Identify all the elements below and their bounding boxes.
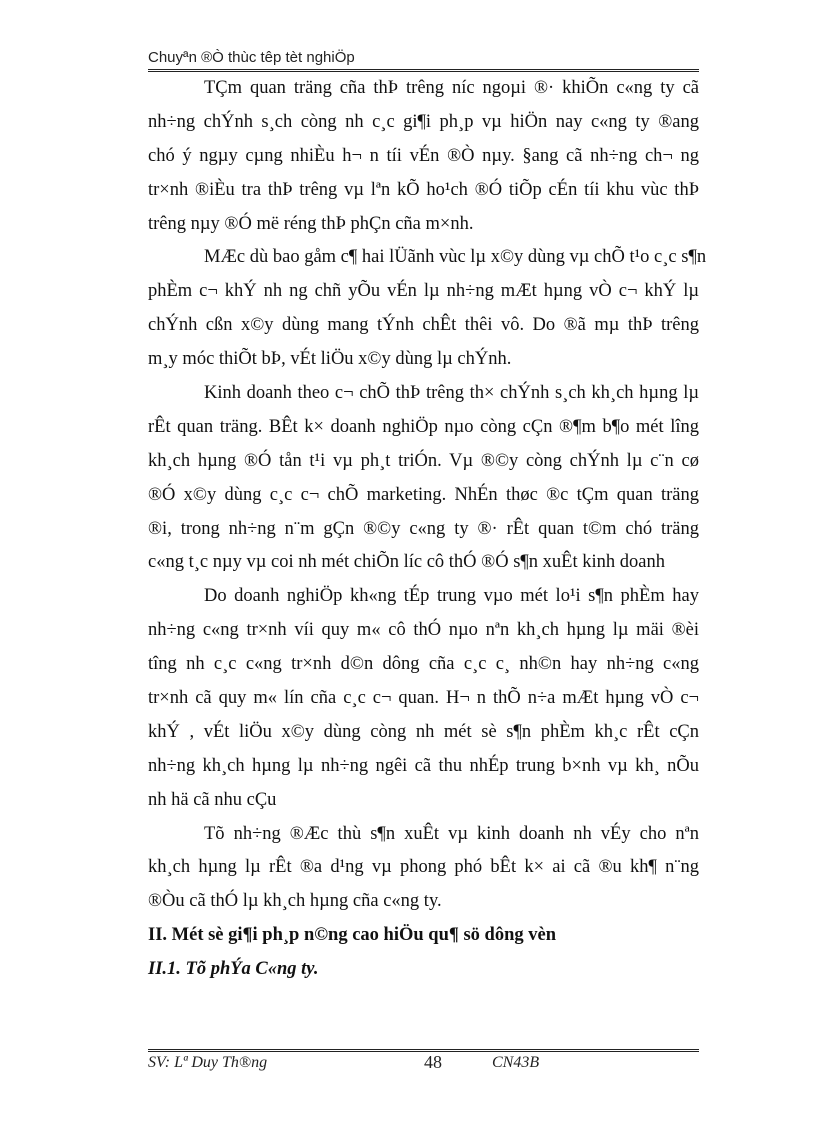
- paragraph-line: rÊt quan träng. BÊt k× doanh nghiÖp nµo còng cÇn ®¶m b¶o mét lîng: [148, 416, 699, 437]
- paragraph-line: tîng nh c¸c c«ng tr×nh d©n dông cña c¸c c¸ nh©n hay nh÷ng c«ng: [148, 654, 699, 675]
- paragraph-line: ®Ó x©y dùng c¸c c¬ chÕ marketing. NhÉn thøc ®c tÇm quan träng: [148, 484, 699, 505]
- paragraph-line: c«ng t¸c nµy vµ coi nh mét chiÕn líc cô thÓ ®Ó s¶n xuÊt kinh doanh: [148, 552, 665, 573]
- paragraph-line: TÇm quan träng cña thÞ trêng níc ngoµi ®· khiÕn c«ng ty cã: [204, 78, 699, 98]
- paragraph-line: m¸y móc thiÕt bÞ, vÉt liÖu x©y dùng lµ chÝnh.: [148, 349, 512, 370]
- section-heading: II. Mét sè gi¶i ph¸p n©ng cao hiÖu qu¶ sö dông vèn: [148, 925, 557, 946]
- paragraph-line: Kinh doanh theo c¬ chÕ thÞ trêng th× chÝnh s¸ch kh¸ch hµng lµ: [204, 383, 699, 404]
- paragraph-line: nh÷ng kh¸ch hµng lµ nh÷ng ngêi cã thu nhÉp trung b×nh vµ kh¸ nÕu: [148, 755, 699, 776]
- paragraph-line: nh÷ng chÝnh s¸ch còng nh c¸c gi¶i ph¸p vµ hiÖn nay c«ng ty ®ang: [148, 111, 699, 132]
- document-body: [148, 72, 707, 987]
- paragraph-line: phÈm c¬ khÝ nh ng chñ yÕu vÉn lµ nh÷ng mÆt hµng vÒ c¬ khÝ lµ: [148, 281, 699, 302]
- subsection-heading: II.1. Tõ phÝa C«ng ty.: [148, 959, 319, 980]
- paragraph-line: nh hä cã nhu cÇu: [148, 789, 277, 810]
- paragraph-line: Do doanh nghiÖp kh«ng tÉp trung vµo mét lo¹i s¶n phÈm hay: [204, 586, 699, 607]
- page-header-title: Chuyªn ®Ò thùc têp tèt nghiÖp: [148, 49, 355, 66]
- footer-author: SV: Lª Duy Th®ng: [148, 1054, 268, 1071]
- paragraph-line: tr×nh ®iÈu tra thÞ trêng vµ lªn kÕ ho¹ch ®Ó tiÕp cÉn tíi khu vùc thÞ: [148, 179, 699, 200]
- paragraph-line: MÆc dù bao gåm c¶ hai lÜãnh vùc lµ x©y dùng vµ chÕ t¹o c¸c s¶n: [204, 247, 707, 268]
- paragraph-line: nh÷ng c«ng tr×nh víi quy m« cô thÓ nµo nªn kh¸ch hµng lµ mäi ®èi: [148, 620, 699, 641]
- paragraph-line: chó ý ngµy cµng nhiÈu h¬ n tíi vÉn ®Ò nµy. §ang cã nh÷ng ch¬ ng: [148, 145, 699, 166]
- footer-class-code: CN43B: [492, 1054, 540, 1071]
- paragraph-line: trêng nµy ®Ó më réng thÞ phÇn cña m×nh.: [148, 213, 474, 234]
- paragraph-line: ®i, trong nh÷ng n¨m gÇn ®©y c«ng ty ®· rÊt quan t©m chó träng: [148, 518, 699, 539]
- page-number: 48: [424, 1052, 442, 1072]
- paragraph-line: tr×nh cã quy m« lín cña c¸c c¬ quan. H¬ n thÕ n÷a mÆt hµng vÒ c¬: [148, 688, 699, 709]
- paragraph-line: chÝnh cßn x©y dùng mang tÝnh chÊt thêi vô. Do ®ã mµ thÞ trêng: [148, 315, 699, 336]
- paragraph-line: kh¸ch hµng ®Ó tån t¹i vµ ph¸t triÓn. Vµ ®©y còng chÝnh lµ c¨n cø: [148, 450, 699, 471]
- paragraph-line: Tõ nh÷ng ®Æc thù s¶n xuÊt vµ kinh doanh nh vÉy cho nªn: [204, 823, 699, 844]
- paragraph-line: khÝ , vÉt liÖu x©y dùng còng nh mét sè s¶n phÈm kh¸c rÊt cÇn: [148, 721, 699, 742]
- paragraph-line: kh¸ch hµng lµ rÊt ®a d¹ng vµ phong phó bÊt k× ai cã ®u kh¶ n¨ng: [148, 857, 699, 878]
- paragraph-line: ®Òu cã thÓ lµ kh¸ch hµng cña c«ng ty.: [148, 891, 442, 912]
